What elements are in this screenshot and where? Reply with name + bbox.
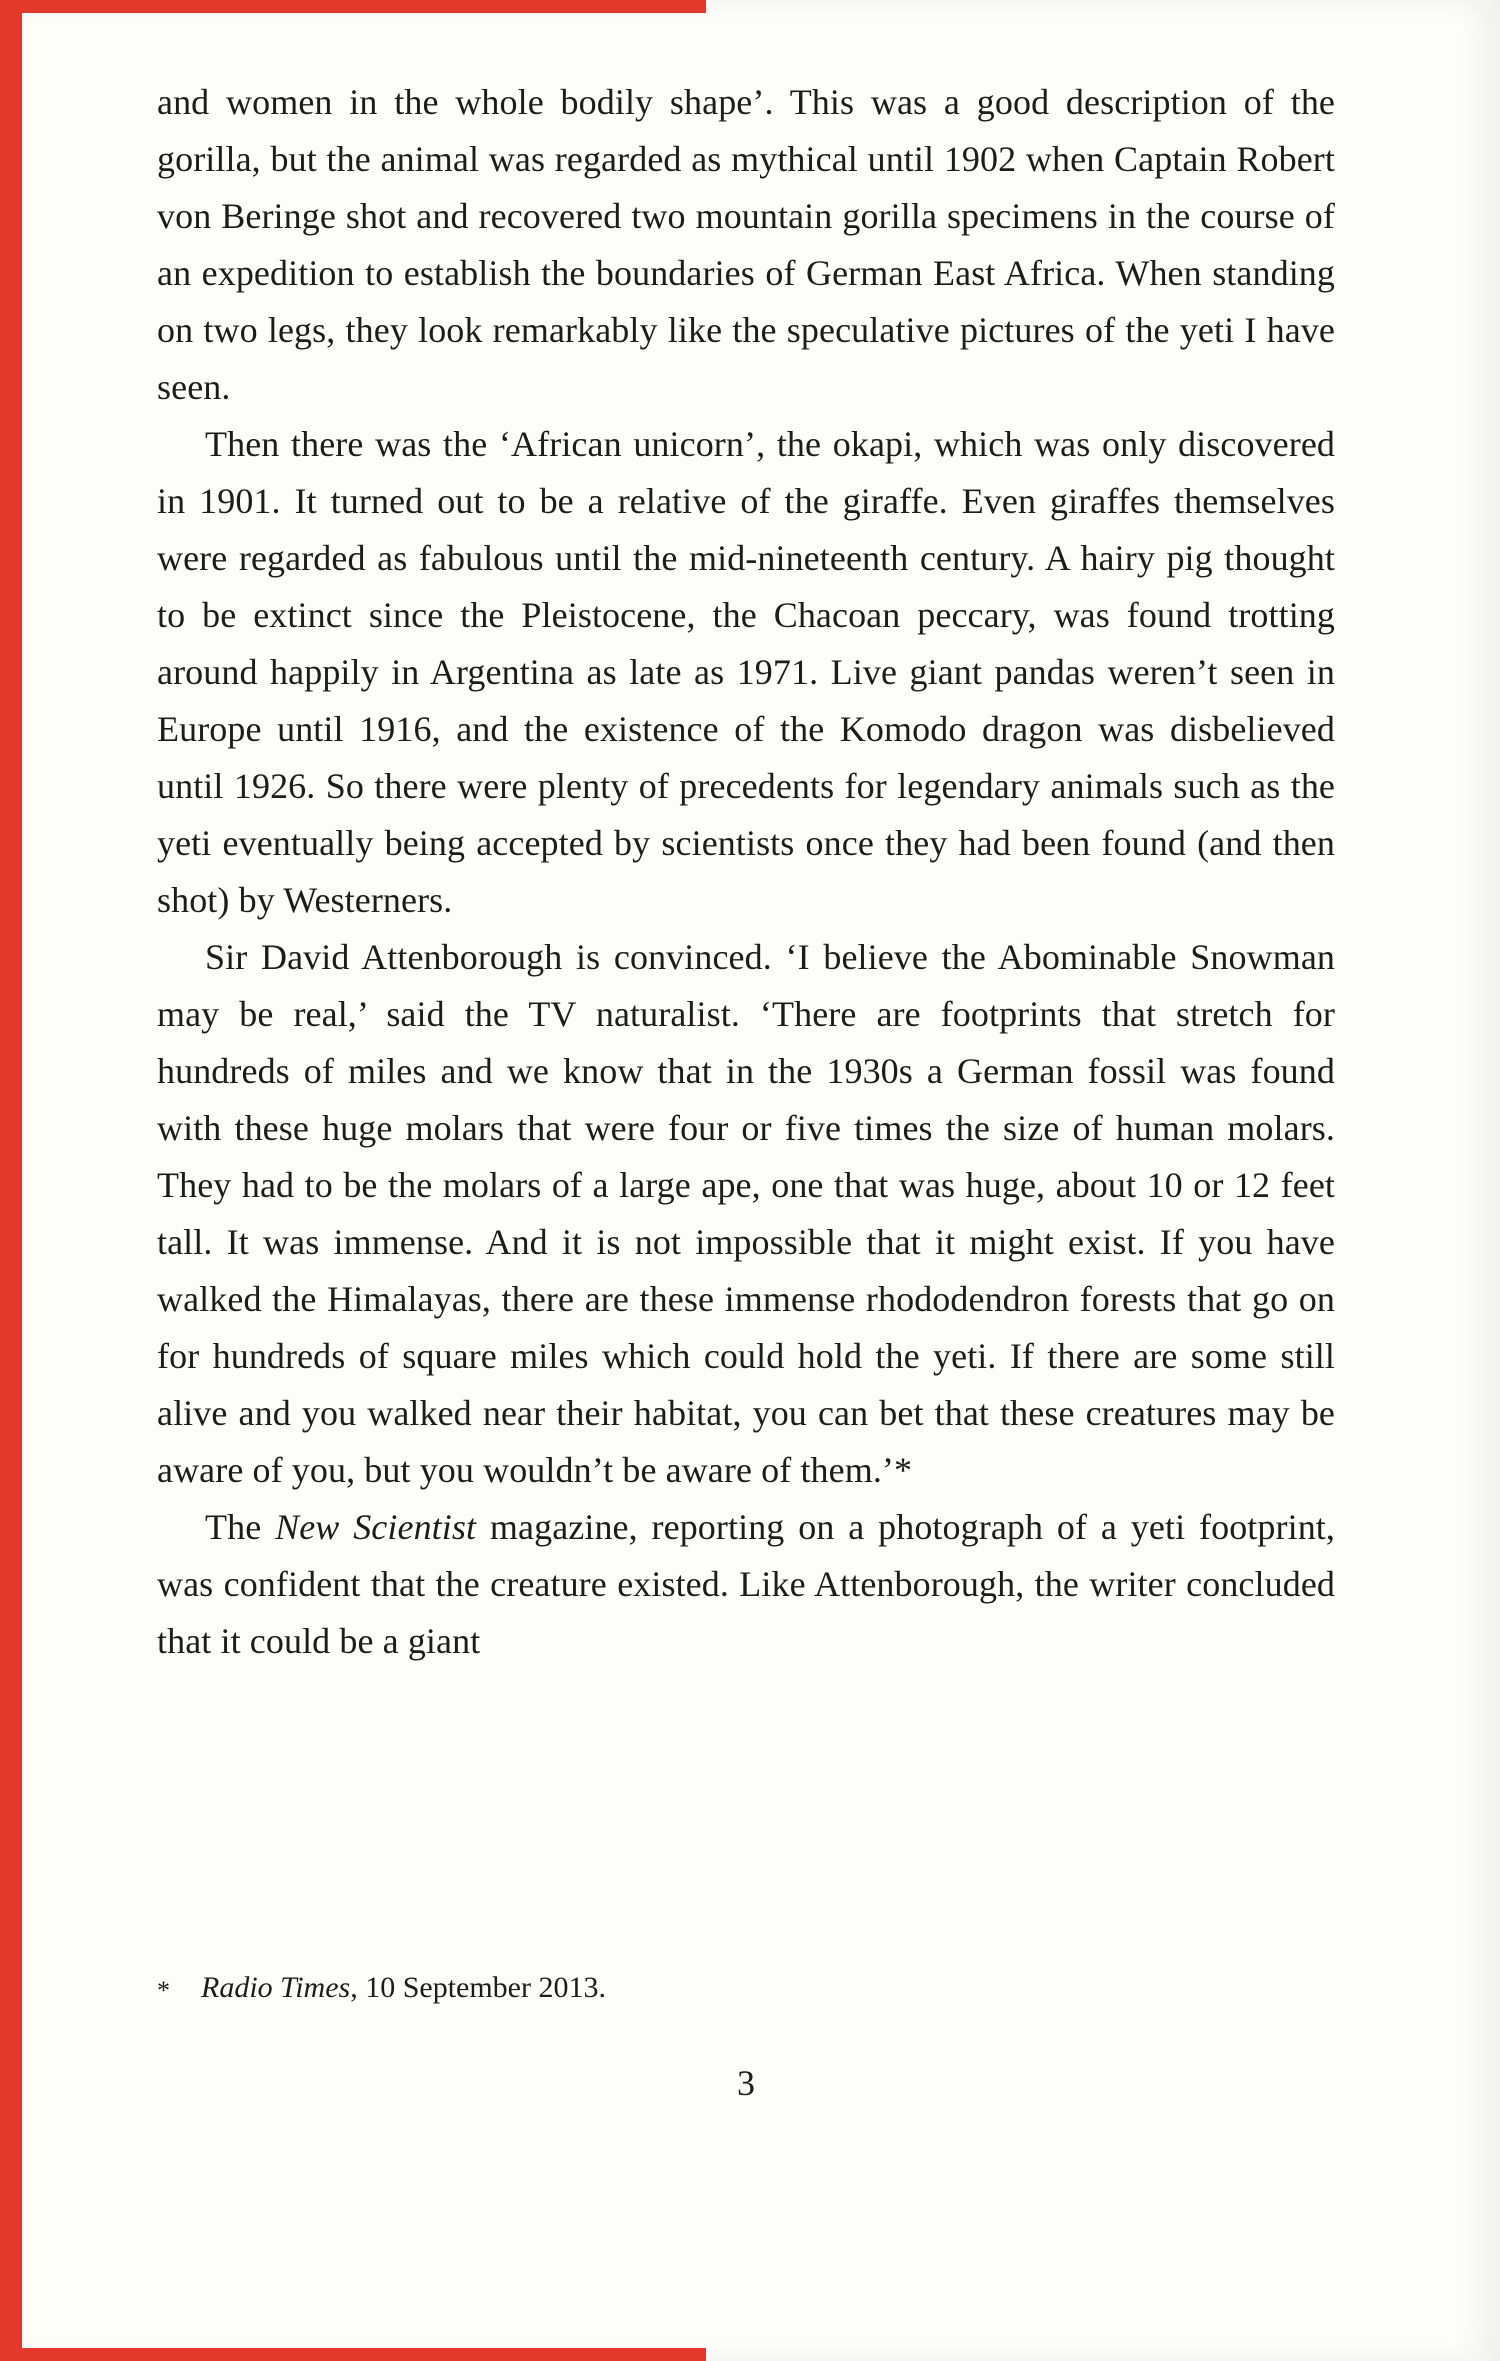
italic-text-run: New Scientist — [275, 1507, 477, 1547]
text-run: and women in the whole bodily shape’. This was a good description of the gorilla, but the animal was regarded as mythical until 1902 when Captain Robert von Beringe shot and recovered two mountain gorilla specimens in the course of an expedition to establish the boundaries of German East Africa. When standing on two legs, they look remarkably like the speculative pictures of the yeti I have seen. — [157, 82, 1335, 407]
page-edge-top-red-strip — [0, 0, 706, 13]
body-text — [157, 74, 1335, 1670]
page-number: 3 — [737, 2063, 755, 2103]
text-run: , 10 September 2013. — [350, 1971, 606, 2004]
footnote — [157, 1968, 1335, 2011]
italic-text-run: Radio Times — [201, 1971, 351, 2004]
paragraph — [157, 416, 1335, 929]
footnote-text — [201, 1971, 606, 2004]
footnote-marker: * — [157, 1976, 170, 2005]
text-run: Sir David Attenborough is convinced. ‘I believe the Abominable Snowman may be real,’ said the TV naturalist. ‘There are footprints that stretch for hundreds of miles and we know that in the 1930s a German fossil was found with these huge molars that were four or five times the size of human molars. They had to be the molars of a large ape, one that was huge, about 10 or 12 feet tall. It was immense. And it is not impossible that it might exist. If you have walked the Himalayas, there are these immense rhododendron forests that go on for hundreds of square miles which could hold the yeti. If there are some still alive and you walked near their habitat, you can bet that these creatures may be aware of you, but you wouldn’t be aware of them.’* — [157, 937, 1335, 1490]
text-run: magazine, reporting on a photograph of a yeti footprint, was confident that the creature existed. Like Attenborough, the writer concluded that it could be a giant — [157, 1507, 1335, 1661]
text-run: The — [205, 1507, 276, 1547]
page-edge-bottom-red-strip — [0, 2348, 706, 2361]
paragraph — [157, 929, 1335, 1499]
text-run: Then there was the ‘African unicorn’, the okapi, which was only discovered in 1901. It turned out to be a relative of the giraffe. Even giraffes themselves were regarded as fabulous until the mid-nineteenth century. A hairy pig thought to be extinct since the Pleistocene, the Chacoan peccary, was found trotting around happily in Argentina as late as 1971. Live giant pandas weren’t seen in Europe until 1916, and the existence of the Komodo dragon was disbelieved until 1926. So there were plenty of precedents for legendary animals such as the yeti eventually being accepted by scientists once they had been found (and then shot) by Westerners. — [157, 424, 1335, 920]
paragraph — [157, 1499, 1335, 1670]
paragraph — [157, 74, 1335, 416]
page-edge-left-red-strip — [0, 0, 22, 2361]
